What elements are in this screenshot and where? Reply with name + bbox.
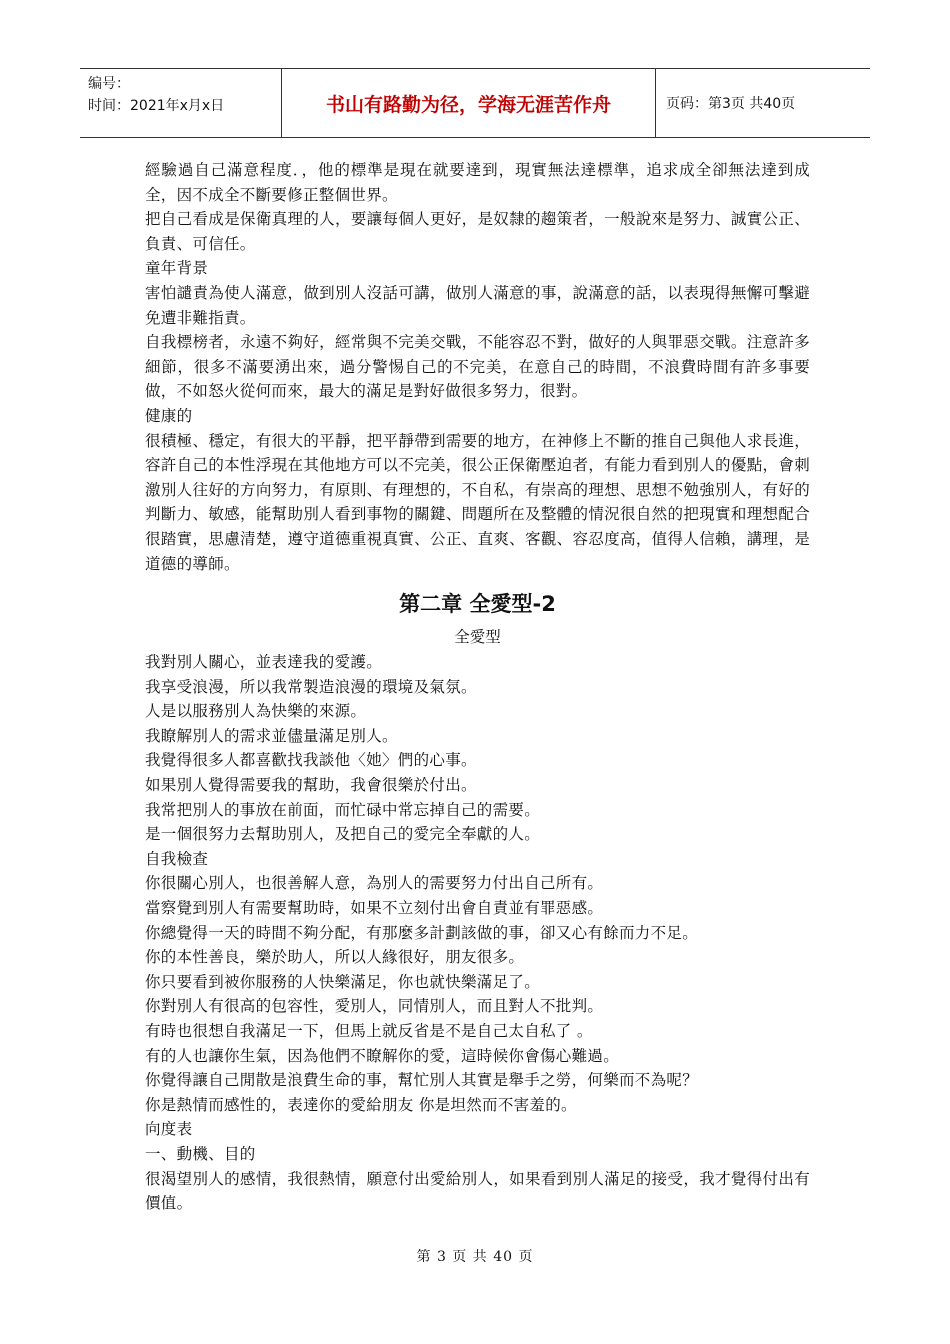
- paragraph: 我常把別人的事放在前面，而忙碌中常忘掉自己的需要。: [145, 800, 541, 819]
- paragraph: 人是以服務別人為快樂的來源。: [145, 702, 367, 721]
- paragraph: 有的人也讓你生氣，因為他們不瞭解你的愛，這時候你會傷心難過。: [145, 1046, 620, 1065]
- number-label: 编号：: [88, 76, 130, 92]
- paragraph: 我覺得很多人都喜歡找我談他〈她〉們的心事。: [145, 751, 477, 770]
- paragraph: 我對別人關心，並表達我的愛護。: [145, 653, 383, 672]
- paragraph: 你總覺得一天的時間不夠分配，有那麼多計劃該做的事，卻又心有餘而力不足。: [145, 923, 699, 942]
- header-motto: 书山有路勤为径，学海无涯苦作舟: [282, 69, 656, 137]
- paragraph: 很渴望別人的感情，我很熱情，願意付出愛給別人，如果看到別人滿足的接受，我才覺得付出有價值。: [145, 1169, 810, 1213]
- paragraph: 你只要看到被你服務的人快樂滿足，你也就快樂滿足了。: [145, 972, 541, 991]
- section-heading: 自我檢查: [145, 849, 209, 868]
- date-label: 时间：2021年x月x日: [88, 98, 225, 114]
- paragraph: 你對別人有很高的包容性，愛別人，同情別人，而且對人不批判。: [145, 997, 604, 1016]
- paragraph: 有時也很想自我滿足一下，但馬上就反省是不是自己太自私了 。: [145, 1022, 593, 1040]
- section-heading: 向度表: [145, 1120, 193, 1139]
- page-header: [80, 68, 870, 138]
- paragraph: 經驗過自己滿意程度．，他的標準是現在就要達到，現實無法達標準，追求成全卻無法達到成全，因不成全不斷要修正整個世界。: [145, 161, 810, 204]
- paragraph: 是一個很努力去幫助別人，及把自己的愛完全奉獻的人。: [145, 825, 541, 844]
- paragraph: 你的本性善良，樂於助人，所以人緣很好，朋友很多。: [145, 948, 525, 967]
- section-heading: 童年背景: [145, 259, 209, 278]
- paragraph: 自我標榜者，永遠不夠好，經常與不完美交戰，不能容忍不對，做好的人與罪惡交戰。注意許多細節，很多不滿要湧出來，過分警惕自己的不完美，在意自己的時間，不浪費時間有許多事要做，不如怒火從何而來，最大的滿足是對好做很多努力，很對。: [145, 333, 810, 401]
- section-heading: 健康的: [145, 406, 193, 425]
- page-footer: 第 3 页 共 40 页: [416, 1249, 534, 1265]
- chapter-title: 第二章 全愛型-2: [399, 592, 556, 617]
- document-body: [145, 158, 810, 1216]
- paragraph: 如果別人覺得需要我的幫助，我會很樂於付出。: [145, 776, 477, 795]
- paragraph: 害怕譴責為使人滿意，做到別人沒話可講，做別人滿意的事，說滿意的話，以表現得無懈可擊避免遭非難指責。: [145, 283, 810, 327]
- paragraph: 你很關心別人，也很善解人意，為別人的需要努力付出自己所有。: [145, 874, 604, 893]
- header-meta: [80, 69, 282, 137]
- paragraph: 你是熱情而感性的，表達你的愛給朋友 你是坦然而不害羞的。: [145, 1095, 577, 1114]
- paragraph: 我享受浪漫，所以我常製造浪漫的環境及氣氛。: [145, 677, 477, 696]
- paragraph: 很積極、穩定，有很大的平靜，把平靜帶到需要的地方，在神修上不斷的推自己與他人求長進，容許自己的本性浮現在其他地方可以不完美，很公正保衛壓迫者，有能力看到別人的優點，會刺激別人往好的方向努力，有原則、有理想的，不自私，有崇高的理想、思想不勉強別人，有好的判斷力、敏感，能幫助別人看到事物的關鍵、問題所在及整體的情況很自然的把現實和理想配合很踏實，思慮清楚，遵守道德重視真實、公正、直爽、客觀、容忍度高，值得人信賴，講理，是道德的導師。: [145, 431, 810, 573]
- header-page-label: 页码：第3页 共40页: [666, 96, 796, 112]
- paragraph: 你覺得讓自己閒散是浪費生命的事，幫忙別人其實是舉手之勞，何樂而不為呢？: [145, 1071, 699, 1090]
- paragraph: 我瞭解別人的需求並儘量滿足別人。: [145, 726, 398, 745]
- paragraph: 當察覺到別人有需要幫助時，如果不立刻付出會自責並有罪惡感。: [145, 899, 604, 918]
- chapter-subtitle: 全愛型: [454, 628, 501, 647]
- section-heading: 一、動機、目的: [145, 1144, 256, 1163]
- paragraph: 把自己看成是保衛真理的人，要讓每個人更好，是奴隸的趨策者，一般說來是努力、誠實公正、負責、可信任。: [145, 210, 810, 253]
